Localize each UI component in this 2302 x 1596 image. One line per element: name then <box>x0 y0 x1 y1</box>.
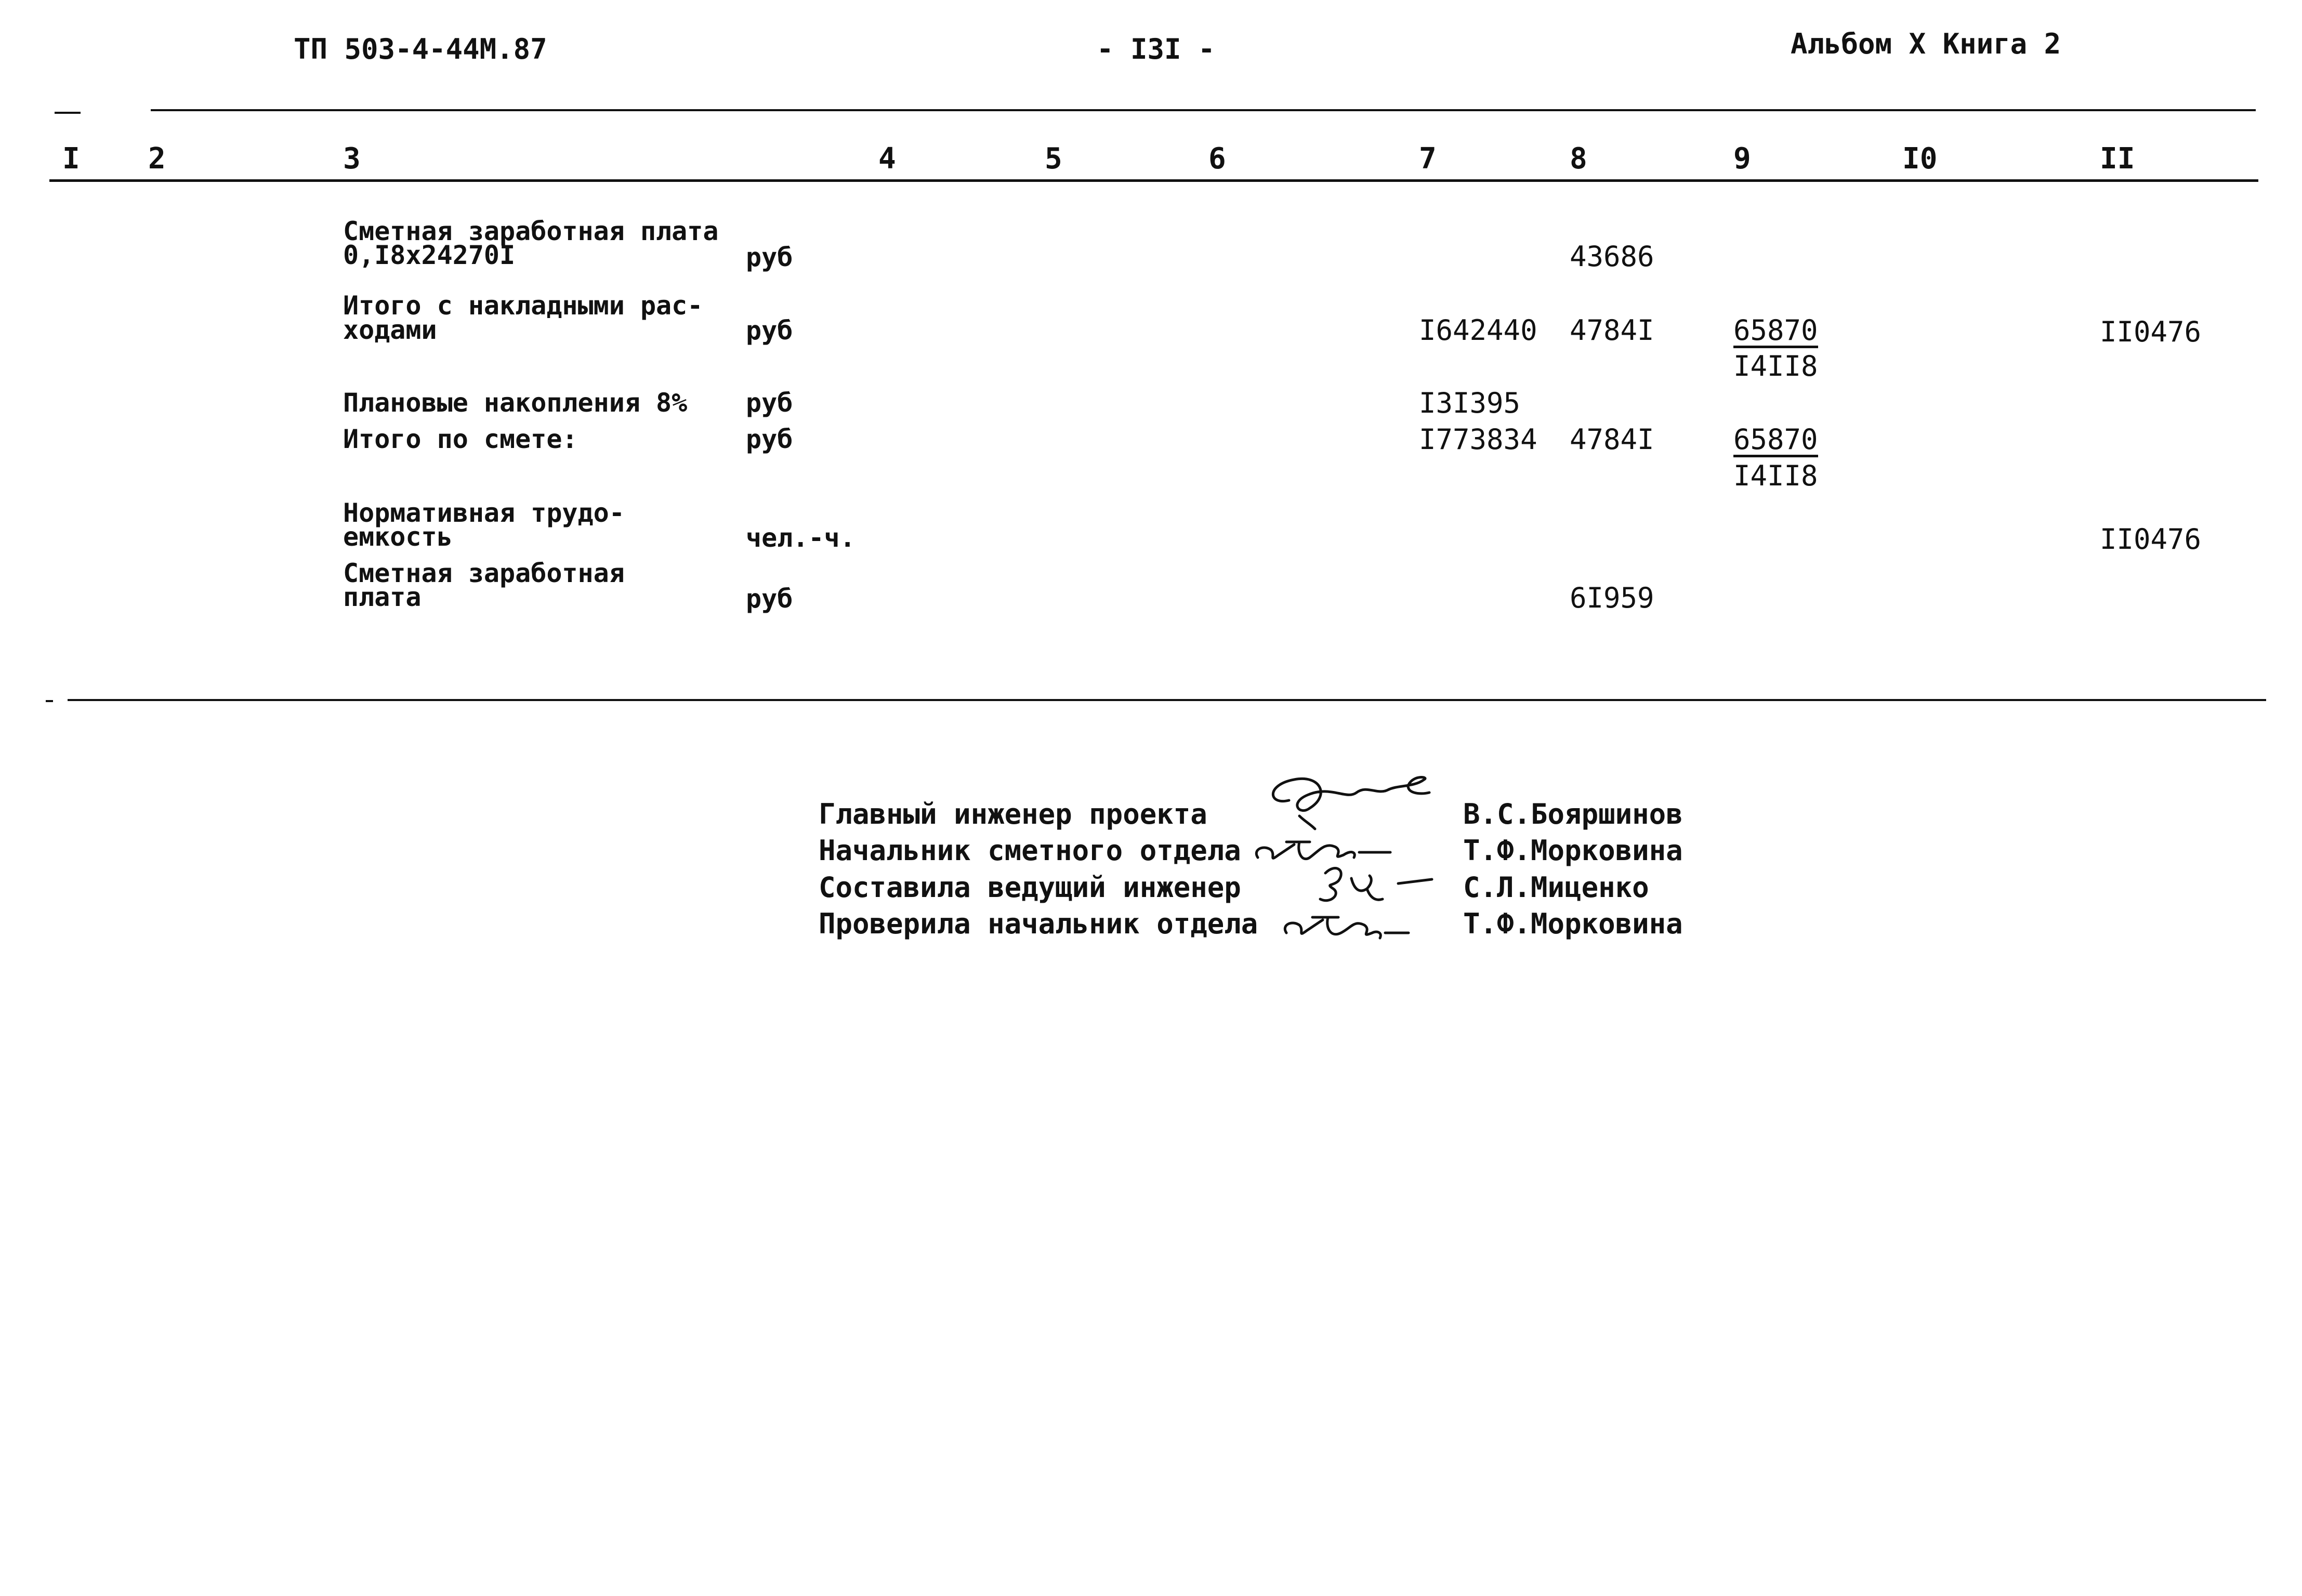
signature-role-4: Проверила начальник отдела <box>819 907 1258 940</box>
top-rule-left-dash <box>55 112 81 114</box>
row-2-col7: I642440 <box>1419 314 1537 347</box>
row-4-name: Итого по смете: <box>343 424 578 454</box>
signature-1-handwritten <box>1258 764 1435 832</box>
row-6-col8: 6I959 <box>1570 582 1654 614</box>
column-header-6: 6 <box>1208 142 1226 176</box>
row-3-name: Плановые накопления 8% <box>343 388 688 418</box>
column-header-3: 3 <box>343 142 361 176</box>
column-header-8: 8 <box>1570 142 1587 176</box>
document-code: ТП 503-4-44М.87 <box>294 33 547 65</box>
signature-role-3: Составила ведущий инженер <box>819 871 1241 904</box>
row-2-name-cont: ходами <box>343 315 437 345</box>
row-4-col8: 4784I <box>1570 423 1654 456</box>
row-1-col8: 43686 <box>1570 240 1654 273</box>
signature-role-2: Начальник сметного отдела <box>819 834 1241 867</box>
signature-3-handwritten <box>1310 858 1440 909</box>
row-2-unit: руб <box>746 315 793 346</box>
row-3-unit: руб <box>746 388 793 418</box>
row-1-name-cont: 0,I8x24270I <box>343 240 516 270</box>
column-header-5: 5 <box>1045 142 1062 176</box>
row-5-unit: чел.-ч. <box>746 523 856 553</box>
row-2-col8: 4784I <box>1570 314 1654 347</box>
row-2-name: Итого с накладными рас- <box>343 291 703 321</box>
column-header-9: 9 <box>1733 142 1751 176</box>
row-6-unit: руб <box>746 584 793 614</box>
row-1-unit: руб <box>746 242 793 272</box>
row-2-col9-numerator: 65870 <box>1733 316 1818 348</box>
top-rule <box>151 109 2256 111</box>
row-1-name: Сметная заработная плата <box>343 216 719 246</box>
row-5-name: Нормативная трудо- <box>343 498 625 528</box>
signature-person-3: С.Л.Миценко <box>1463 871 1649 904</box>
row-4-col9-denominator: I4II8 <box>1733 459 1818 492</box>
table-bottom-rule <box>68 699 2266 701</box>
column-header-1: I <box>62 142 80 176</box>
signature-role-1: Главный инженер проекта <box>819 798 1207 830</box>
row-4-col7: I773834 <box>1419 423 1537 456</box>
signature-person-1: В.С.Бояршинов <box>1463 798 1683 830</box>
album-book-label: Альбом Х Книга 2 <box>1791 28 2061 60</box>
column-header-11: II <box>2100 142 2135 176</box>
signature-person-4: Т.Ф.Морковина <box>1463 907 1683 940</box>
column-header-4: 4 <box>878 142 896 176</box>
row-6-name: Сметная заработная <box>343 558 625 588</box>
signature-4-handwritten <box>1276 904 1411 951</box>
row-3-col7: I3I395 <box>1419 387 1521 419</box>
row-4-unit: руб <box>746 424 793 454</box>
column-header-7: 7 <box>1419 142 1437 176</box>
column-header-2: 2 <box>148 142 166 176</box>
row-6-name-cont: плата <box>343 582 422 612</box>
page-number: - I3I - <box>1097 33 1215 65</box>
row-5-name-cont: емкость <box>343 522 453 552</box>
column-header-10: I0 <box>1902 142 1938 176</box>
row-2-col11: II0476 <box>2100 315 2202 348</box>
signature-person-2: Т.Ф.Морковина <box>1463 834 1683 867</box>
table-bottom-rule-dash <box>46 700 53 702</box>
row-5-col11: II0476 <box>2100 523 2202 556</box>
row-2-col9-denominator: I4II8 <box>1733 350 1818 382</box>
row-4-col9-numerator: 65870 <box>1733 426 1818 457</box>
header-bottom-rule <box>49 179 2258 182</box>
